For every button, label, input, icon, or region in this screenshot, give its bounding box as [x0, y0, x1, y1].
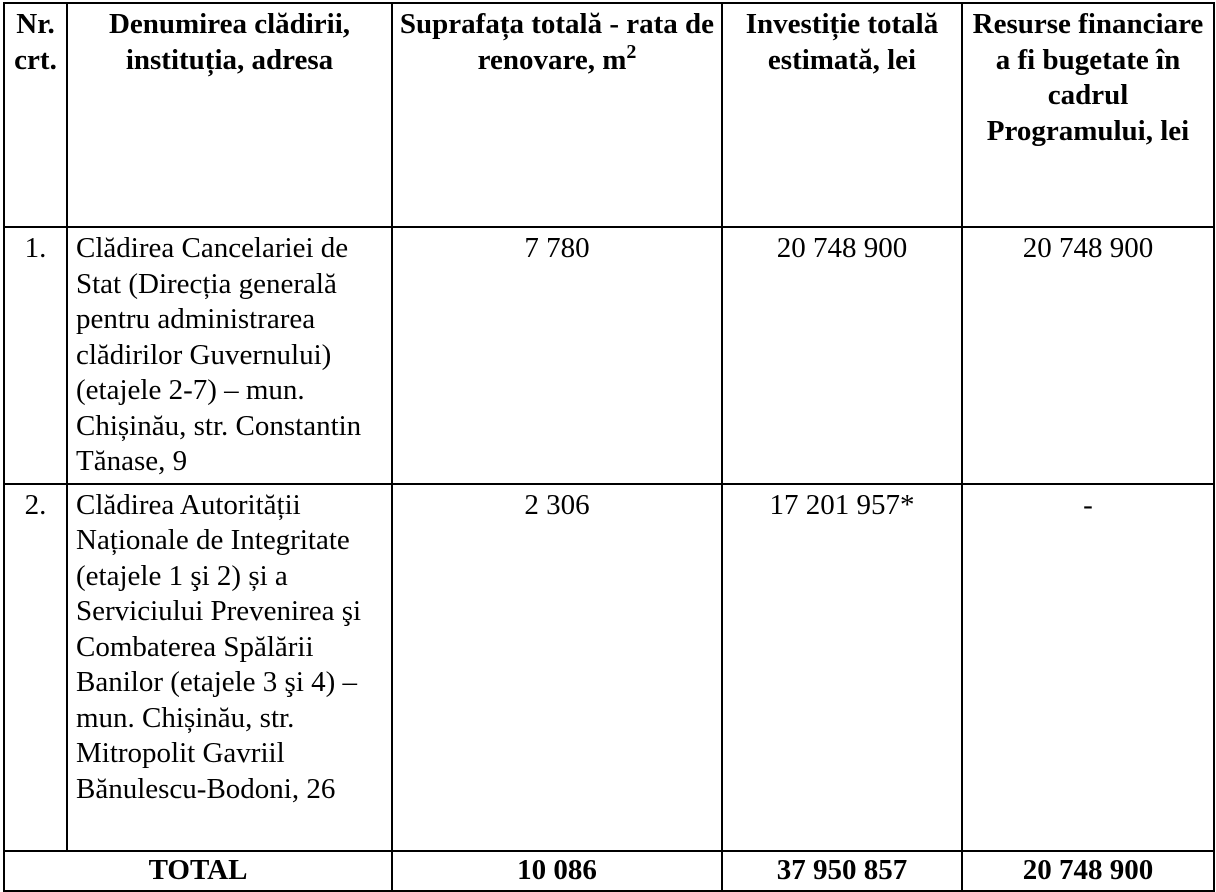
header-area-superscript: 2 — [626, 40, 637, 63]
row-name: Clădirea Autorității Naționale de Integritate (etajele 1 şi 2) și a Serviciului Prevenirea şi Combaterea Spălării Banilor (etajele 3 şi 4) – mun. Chișinău, str. Mitropolit Gavriil Bănulescu-Bodoni, 26 — [67, 484, 392, 851]
total-label: TOTAL — [4, 851, 392, 891]
table-row — [4, 484, 1214, 851]
row-area: 2 306 — [392, 484, 722, 851]
header-name: Denumirea clădirii, instituția, adresa — [67, 3, 392, 227]
header-resources: Resurse financiare a fi bugetate în cadrul Programului, lei — [962, 3, 1214, 227]
total-resources: 20 748 900 — [962, 851, 1214, 891]
table-row — [4, 227, 1214, 484]
header-nr: Nr. crt. — [4, 3, 67, 227]
header-area — [392, 3, 722, 227]
row-name: Clădirea Cancelariei de Stat (Direcția generală pentru administrarea clădirilor Guvernului) (etajele 2-7) – mun. Chișinău, str. Constantin Tănase, 9 — [67, 227, 392, 484]
row-investment: 17 201 957* — [722, 484, 962, 851]
table-header-row — [4, 3, 1214, 227]
row-area: 7 780 — [392, 227, 722, 484]
row-resources: 20 748 900 — [962, 227, 1214, 484]
header-area-text: Suprafața totală - rata de renovare, m — [399, 8, 715, 76]
row-nr: 2. — [4, 484, 67, 851]
row-resources: - — [962, 484, 1214, 851]
row-investment: 20 748 900 — [722, 227, 962, 484]
total-area: 10 086 — [392, 851, 722, 891]
total-investment: 37 950 857 — [722, 851, 962, 891]
header-investment: Investiție totală estimată, lei — [722, 3, 962, 227]
renovation-table — [3, 2, 1215, 892]
total-row — [4, 851, 1214, 891]
row-nr: 1. — [4, 227, 67, 484]
